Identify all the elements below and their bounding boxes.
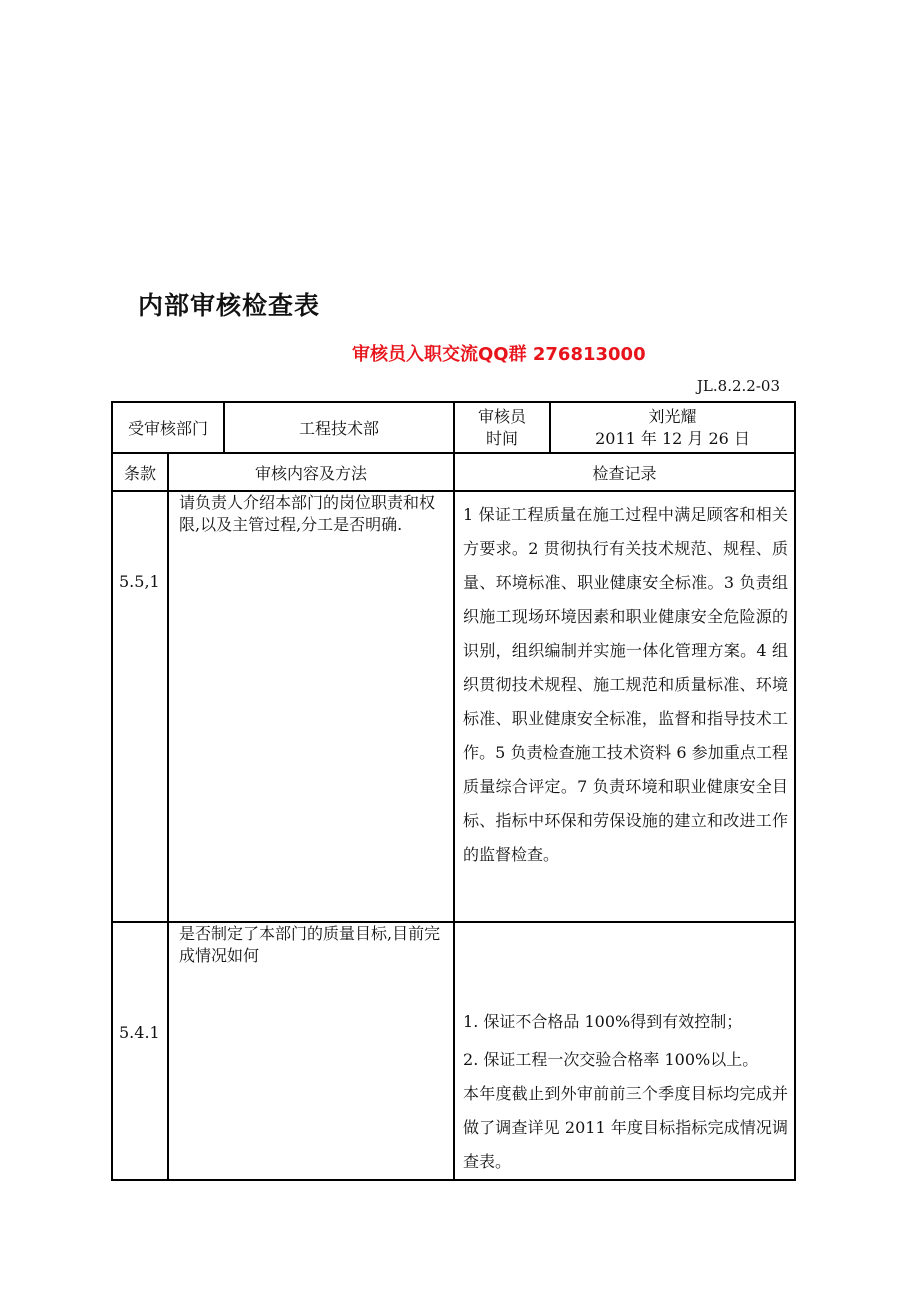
record-line: 本年度截止到外审前前三个季度目标均完成并做了调查详见 2011 年度目标指标完成情况调查表。 (463, 1084, 789, 1171)
table-row (112, 491, 795, 922)
document-code: JL.8.2.2-03 (696, 377, 780, 395)
content-cell: 请负责人介绍本部门的岗位职责和权限,以及主管过程,分工是否明确. (168, 491, 454, 922)
content-header: 审核内容及方法 (168, 453, 454, 491)
record-line: 1. 保证不合格品 100%得到有效控制； (463, 1012, 743, 1031)
promo-text: 审核员入职交流QQ群 276813000 (352, 344, 646, 365)
time-value: 2011 年 12 月 26 日 (595, 428, 750, 448)
audit-table (111, 401, 796, 1181)
record-header: 检查记录 (454, 453, 795, 491)
document-title: 内部审核检查表 (138, 291, 321, 320)
clause-cell: 5.5,1 (112, 491, 168, 922)
dept-label: 受审核部门 (112, 402, 224, 453)
header-row (112, 402, 795, 453)
record-cell (454, 922, 795, 1180)
time-label: 时间 (486, 428, 519, 448)
clause-cell: 5.4.1 (112, 922, 168, 1180)
table-row (112, 922, 795, 1180)
dept-value: 工程技术部 (224, 402, 454, 453)
clause-header: 条款 (112, 453, 168, 491)
auditor-value: 刘光耀 (648, 406, 697, 426)
auditor-label: 审核员 (478, 406, 527, 426)
content-cell: 是否制定了本部门的质量目标,目前完成情况如何 (168, 922, 454, 1180)
auditor-time-label-cell (454, 402, 550, 453)
record-cell: 1 保证工程质量在施工过程中满足顾客和相关方要求。2 贯彻执行有关技术规范、规程、质量、环境标准、职业健康安全标准。3 负责组织施工现场环境因素和职业健康安全危险源的识别，组织编制并实施一体化管理方案。4 组织贯彻技术规程、施工规范和质量标准、环境标准、职业健康安全标准，监督和指导技术工作。5 负责检查施工技术资料 6 参加重点工程质量综合评定。7 负责环境和职业健康安全目标、指标中环保和劳保设施的建立和改进工作的监督检查。 (454, 491, 795, 922)
auditor-time-value-cell (550, 402, 795, 453)
column-header-row (112, 453, 795, 491)
record-line: 2. 保证工程一次交验合格率 100%以上。 (463, 1050, 759, 1069)
